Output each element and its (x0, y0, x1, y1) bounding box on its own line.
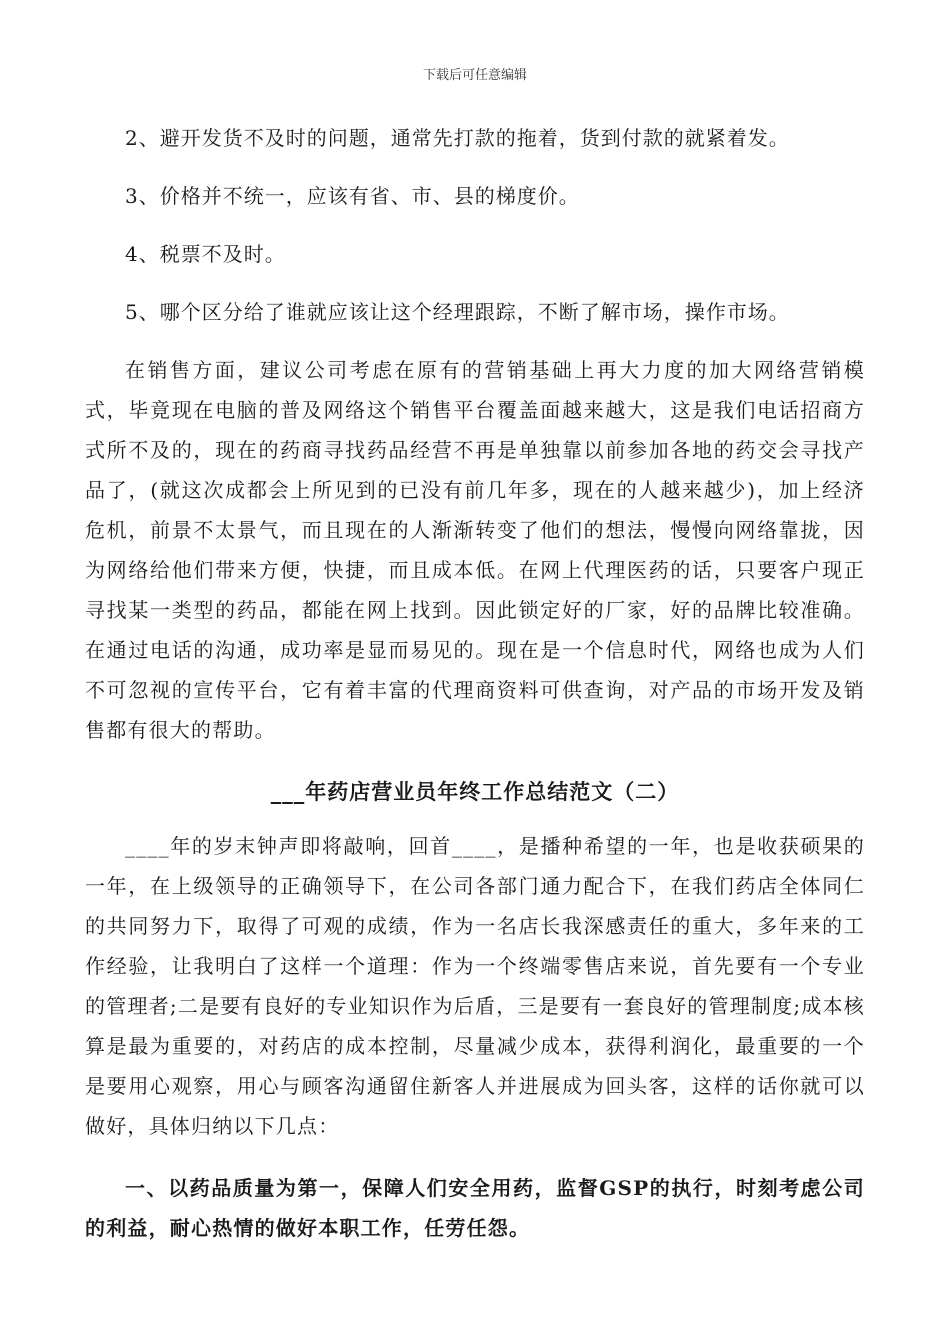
bold-point-paragraph: 一、以药品质量为第一，保障人们安全用药，监督GSP的执行，时刻考虑公司的利益，耐心热情的做好本职工作，任劳任怨。 (85, 1176, 865, 1240)
list-item: 2、避开发货不及时的问题，通常先打款的拖着，货到付款的就紧着发。 (125, 126, 790, 150)
list-item: 5、哪个区分给了谁就应该让这个经理跟踪，不断了解市场，操作市场。 (125, 300, 790, 324)
sales-paragraph: 在销售方面，建议公司考虑在原有的营销基础上再大力度的加大网络营销模式，毕竟现在电脑的普及网络这个销售平台覆盖面越来越大，这是我们电话招商方式所不及的，现在的药商寻找药品经营不再是单独靠以前参加各地的药交会寻找产品了，(就这次成都会上所见到的已没有前几年多，现在的人越来越少)，加上经济危机，前景不太景气，而且现在的人渐渐转变了他们的想法，慢慢向网络靠拢，因为网络给他们带来方便，快捷，而且成本低。在网上代理医药的话，只要客户现正寻找某一类型的药品，都能在网上找到。因此锁定好的厂家，好的品牌比较准确。在通过电话的沟通，成功率是显而易见的。现在是一个信息时代，网络也成为人们不可忽视的宣传平台，它有着丰富的代理商资料可供查询，对产品的市场开发及销售都有很大的帮助。 (85, 358, 865, 742)
document-body (85, 118, 865, 1248)
header-note: 下载后可任意编辑 (422, 68, 527, 83)
list-item: 4、税票不及时。 (125, 242, 286, 266)
list-item: 3、价格并不统一，应该有省、市、县的梯度价。 (125, 184, 580, 208)
section-title: ___年药店营业员年终工作总结范文（二） (270, 779, 680, 804)
intro-paragraph: ____年的岁末钟声即将敲响，回首____，是播种希望的一年，也是收获硕果的一年，在上级领导的正确领导下，在公司各部门通力配合下，在我们药店全体同仁的共同努力下，取得了可观的成绩，作为一名店长我深感责任的重大，多年来的工作经验，让我明白了这样一个道理：作为一个终端零售店来说，首先要有一个专业的管理者;二是要有良好的专业知识作为后盾，三是要有一套良好的管理制度;成本核算是最为重要的，对药店的成本控制，尽量减少成本，获得利润化，最重要的一个是要用心观察，用心与顾客沟通留住新客人并进展成为回头客，这样的话你就可以做好，具体归纳以下几点： (85, 834, 865, 1138)
